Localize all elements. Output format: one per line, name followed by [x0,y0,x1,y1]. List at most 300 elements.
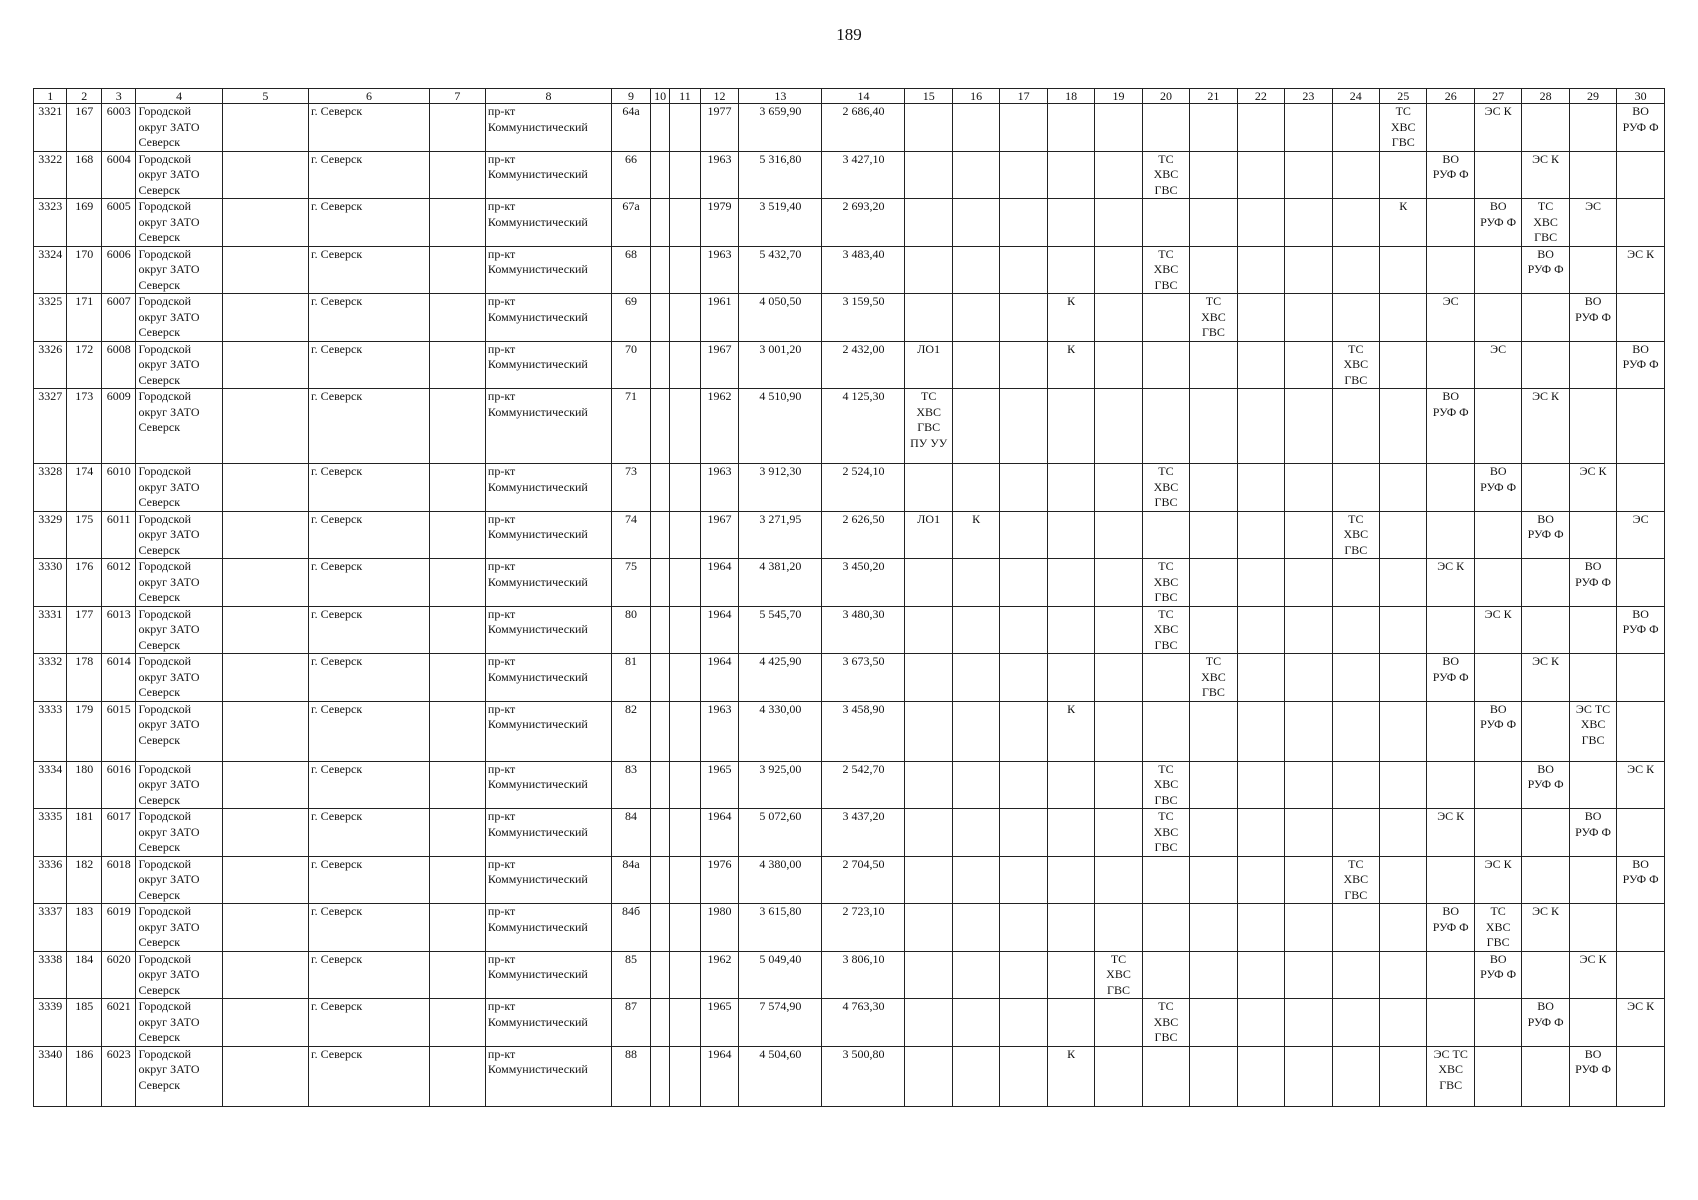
empty-cell [1474,809,1521,857]
empty-cell [1095,464,1142,512]
cell-col-28: ЭС К [1522,654,1569,702]
empty-cell [222,999,308,1047]
empty-cell [1047,559,1094,607]
cell-col-3: 6018 [101,856,136,904]
empty-cell [1332,951,1379,999]
cell-col-2: 174 [67,464,102,512]
empty-cell [1332,294,1379,342]
table-row [34,1046,1665,1106]
empty-cell [1237,104,1284,152]
cell-col-3: 6017 [101,809,136,857]
cell-col-9: 81 [612,654,651,702]
cell-col-6: г. Северск [309,951,430,999]
cell-col-12: 1964 [700,559,739,607]
empty-cell [905,559,952,607]
empty-cell [670,951,700,999]
table-row [34,606,1665,654]
cell-col-14: 3 427,10 [822,151,905,199]
cell-col-29: ЭС [1569,199,1616,247]
cell-col-6: г. Северск [309,151,430,199]
cell-col-30: ВО РУФ Ф [1617,856,1665,904]
empty-cell [1569,904,1616,952]
empty-cell [429,559,485,607]
empty-cell [1285,654,1332,702]
cell-col-2: 184 [67,951,102,999]
empty-cell [1569,246,1616,294]
empty-cell [905,761,952,809]
empty-cell [1332,464,1379,512]
empty-cell [1569,104,1616,152]
empty-cell [1000,151,1047,199]
empty-cell [1237,341,1284,389]
cell-col-4: Городской округ ЗАТО Северск [136,606,222,654]
cell-col-27: ВО РУФ Ф [1474,199,1521,247]
cell-col-24: ТС ХВС ГВС [1332,511,1379,559]
empty-cell [1285,809,1332,857]
empty-cell [1047,654,1094,702]
empty-cell [1427,199,1474,247]
cell-col-13: 7 574,90 [739,999,822,1047]
cell-col-14: 3 159,50 [822,294,905,342]
cell-col-12: 1963 [700,464,739,512]
cell-col-9: 84 [612,809,651,857]
cell-col-2: 170 [67,246,102,294]
cell-col-4: Городской округ ЗАТО Северск [136,246,222,294]
empty-cell [1047,104,1094,152]
cell-col-26: ВО РУФ Ф [1427,389,1474,464]
cell-col-4: Городской округ ЗАТО Северск [136,1046,222,1106]
empty-cell [1190,559,1237,607]
empty-cell [1142,701,1189,761]
column-header: 4 [136,89,222,104]
cell-col-9: 67а [612,199,651,247]
column-header: 29 [1569,89,1616,104]
cell-col-1: 3326 [34,341,67,389]
cell-col-3: 6021 [101,999,136,1047]
empty-cell [1285,151,1332,199]
empty-cell [1569,511,1616,559]
empty-cell [1474,511,1521,559]
empty-cell [1190,761,1237,809]
empty-cell [670,856,700,904]
table-row [34,246,1665,294]
cell-col-6: г. Северск [309,761,430,809]
cell-col-9: 71 [612,389,651,464]
cell-col-8: пр-кт Коммунистический [485,654,611,702]
table-row [34,761,1665,809]
empty-cell [1332,151,1379,199]
cell-col-2: 171 [67,294,102,342]
cell-col-26: ЭС ТС ХВС ГВС [1427,1046,1474,1106]
cell-col-3: 6014 [101,654,136,702]
cell-col-2: 179 [67,701,102,761]
cell-col-1: 3335 [34,809,67,857]
cell-col-27: ЭС К [1474,606,1521,654]
column-header: 30 [1617,89,1665,104]
cell-col-12: 1979 [700,199,739,247]
empty-cell [429,701,485,761]
table-row [34,199,1665,247]
cell-col-9: 82 [612,701,651,761]
cell-col-20: ТС ХВС ГВС [1142,809,1189,857]
empty-cell [1617,464,1665,512]
cell-col-20: ТС ХВС ГВС [1142,999,1189,1047]
empty-cell [1617,199,1665,247]
column-header: 17 [1000,89,1047,104]
cell-col-13: 4 330,00 [739,701,822,761]
cell-col-2: 173 [67,389,102,464]
cell-col-12: 1980 [700,904,739,952]
empty-cell [1285,341,1332,389]
empty-cell [1285,701,1332,761]
empty-cell [1142,389,1189,464]
cell-col-3: 6006 [101,246,136,294]
empty-cell [1332,809,1379,857]
empty-cell [1237,856,1284,904]
empty-cell [670,151,700,199]
empty-cell [1522,809,1569,857]
empty-cell [1000,246,1047,294]
empty-cell [1332,246,1379,294]
empty-cell [222,294,308,342]
empty-cell [1000,999,1047,1047]
column-header: 13 [739,89,822,104]
empty-cell [952,199,999,247]
empty-cell [650,464,669,512]
cell-col-14: 2 432,00 [822,341,905,389]
cell-col-4: Городской округ ЗАТО Северск [136,511,222,559]
empty-cell [1617,151,1665,199]
cell-col-14: 3 483,40 [822,246,905,294]
empty-cell [1142,856,1189,904]
empty-cell [905,999,952,1047]
empty-cell [650,904,669,952]
empty-cell [905,464,952,512]
empty-cell [222,199,308,247]
empty-cell [1285,389,1332,464]
cell-col-4: Городской округ ЗАТО Северск [136,951,222,999]
cell-col-3: 6010 [101,464,136,512]
empty-cell [1142,1046,1189,1106]
cell-col-13: 3 519,40 [739,199,822,247]
empty-cell [670,294,700,342]
empty-cell [650,951,669,999]
cell-col-8: пр-кт Коммунистический [485,294,611,342]
empty-cell [1617,294,1665,342]
cell-col-1: 3330 [34,559,67,607]
empty-cell [1380,389,1427,464]
empty-cell [429,294,485,342]
empty-cell [650,389,669,464]
cell-col-9: 70 [612,341,651,389]
cell-col-25: ТС ХВС ГВС [1380,104,1427,152]
cell-col-2: 172 [67,341,102,389]
cell-col-9: 88 [612,1046,651,1106]
empty-cell [670,809,700,857]
empty-cell [1190,104,1237,152]
empty-cell [670,761,700,809]
cell-col-6: г. Северск [309,246,430,294]
column-header: 11 [670,89,700,104]
empty-cell [1190,341,1237,389]
cell-col-1: 3324 [34,246,67,294]
cell-col-12: 1963 [700,246,739,294]
empty-cell [222,856,308,904]
empty-cell [650,606,669,654]
table-row [34,904,1665,952]
cell-col-4: Городской округ ЗАТО Северск [136,559,222,607]
cell-col-14: 3 673,50 [822,654,905,702]
empty-cell [1000,104,1047,152]
cell-col-13: 3 925,00 [739,761,822,809]
cell-col-13: 5 072,60 [739,809,822,857]
empty-cell [650,999,669,1047]
empty-cell [1142,511,1189,559]
empty-cell [1569,856,1616,904]
empty-cell [429,654,485,702]
empty-cell [1190,389,1237,464]
cell-col-14: 2 524,10 [822,464,905,512]
cell-col-4: Городской округ ЗАТО Северск [136,999,222,1047]
empty-cell [1000,606,1047,654]
empty-cell [1047,999,1094,1047]
cell-col-2: 168 [67,151,102,199]
empty-cell [1617,389,1665,464]
cell-col-9: 64а [612,104,651,152]
empty-cell [952,951,999,999]
empty-cell [222,904,308,952]
page-number: 189 [836,25,862,44]
column-header: 15 [905,89,952,104]
empty-cell [1095,511,1142,559]
cell-col-29: ВО РУФ Ф [1569,559,1616,607]
empty-cell [1237,606,1284,654]
cell-col-27: ВО РУФ Ф [1474,701,1521,761]
cell-col-26: ВО РУФ Ф [1427,151,1474,199]
cell-col-20: ТС ХВС ГВС [1142,559,1189,607]
cell-col-6: г. Северск [309,1046,430,1106]
empty-cell [1142,341,1189,389]
empty-cell [650,511,669,559]
cell-col-28: ТС ХВС ГВС [1522,199,1569,247]
cell-col-12: 1961 [700,294,739,342]
cell-col-30: ВО РУФ Ф [1617,606,1665,654]
empty-cell [1142,904,1189,952]
empty-cell [1474,654,1521,702]
empty-cell [222,951,308,999]
empty-cell [1332,104,1379,152]
empty-cell [1190,904,1237,952]
cell-col-1: 3325 [34,294,67,342]
empty-cell [650,856,669,904]
column-header: 21 [1190,89,1237,104]
empty-cell [429,151,485,199]
empty-cell [429,104,485,152]
empty-cell [1427,951,1474,999]
empty-cell [1047,464,1094,512]
empty-cell [1237,1046,1284,1106]
empty-cell [1522,341,1569,389]
empty-cell [1285,104,1332,152]
cell-col-6: г. Северск [309,199,430,247]
column-header: 8 [485,89,611,104]
cell-col-15: ТС ХВС ГВС ПУ УУ [905,389,952,464]
empty-cell [1237,294,1284,342]
cell-col-8: пр-кт Коммунистический [485,999,611,1047]
cell-col-6: г. Северск [309,856,430,904]
empty-cell [1142,104,1189,152]
empty-cell [1427,856,1474,904]
empty-cell [1522,559,1569,607]
cell-col-8: пр-кт Коммунистический [485,904,611,952]
empty-cell [650,654,669,702]
empty-cell [952,856,999,904]
cell-col-14: 3 458,90 [822,701,905,761]
empty-cell [905,904,952,952]
cell-col-3: 6008 [101,341,136,389]
buildings-register-table [33,88,1665,1107]
cell-col-18: К [1047,1046,1094,1106]
empty-cell [1332,761,1379,809]
empty-cell [1474,761,1521,809]
empty-cell [222,151,308,199]
empty-cell [1332,654,1379,702]
cell-col-9: 85 [612,951,651,999]
cell-col-6: г. Северск [309,701,430,761]
cell-col-14: 2 723,10 [822,904,905,952]
empty-cell [650,199,669,247]
column-header: 16 [952,89,999,104]
empty-cell [1237,701,1284,761]
empty-cell [222,809,308,857]
empty-cell [1237,199,1284,247]
empty-cell [429,951,485,999]
cell-col-3: 6020 [101,951,136,999]
cell-col-6: г. Северск [309,999,430,1047]
cell-col-1: 3332 [34,654,67,702]
cell-col-12: 1964 [700,654,739,702]
cell-col-8: пр-кт Коммунистический [485,1046,611,1106]
empty-cell [1522,951,1569,999]
empty-cell [1380,761,1427,809]
empty-cell [429,606,485,654]
table-row [34,341,1665,389]
empty-cell [1569,606,1616,654]
empty-cell [1000,294,1047,342]
empty-cell [1000,341,1047,389]
cell-col-4: Городской округ ЗАТО Северск [136,294,222,342]
cell-col-9: 75 [612,559,651,607]
cell-col-27: ВО РУФ Ф [1474,464,1521,512]
empty-cell [670,104,700,152]
cell-col-14: 3 500,80 [822,1046,905,1106]
column-header: 24 [1332,89,1379,104]
cell-col-3: 6004 [101,151,136,199]
empty-cell [1332,904,1379,952]
empty-cell [1522,606,1569,654]
empty-cell [1569,654,1616,702]
table-row [34,951,1665,999]
cell-col-9: 73 [612,464,651,512]
cell-col-1: 3340 [34,1046,67,1106]
empty-cell [952,999,999,1047]
empty-cell [670,199,700,247]
cell-col-30: ВО РУФ Ф [1617,341,1665,389]
empty-cell [1047,809,1094,857]
empty-cell [1047,389,1094,464]
empty-cell [1569,761,1616,809]
cell-col-2: 182 [67,856,102,904]
cell-col-4: Городской округ ЗАТО Северск [136,341,222,389]
empty-cell [1380,464,1427,512]
cell-col-2: 181 [67,809,102,857]
cell-col-9: 84а [612,856,651,904]
empty-cell [1380,341,1427,389]
empty-cell [952,246,999,294]
empty-cell [429,199,485,247]
empty-cell [1095,999,1142,1047]
empty-cell [670,654,700,702]
empty-cell [1332,701,1379,761]
empty-cell [650,1046,669,1106]
empty-cell [1380,951,1427,999]
cell-col-2: 167 [67,104,102,152]
column-header: 7 [429,89,485,104]
cell-col-12: 1967 [700,341,739,389]
empty-cell [1190,606,1237,654]
cell-col-13: 3 001,20 [739,341,822,389]
empty-cell [1047,151,1094,199]
cell-col-2: 183 [67,904,102,952]
empty-cell [429,856,485,904]
empty-cell [1569,151,1616,199]
cell-col-27: ЭС [1474,341,1521,389]
empty-cell [222,389,308,464]
empty-cell [1380,246,1427,294]
empty-cell [1095,654,1142,702]
empty-cell [1427,999,1474,1047]
cell-col-30: ЭС К [1617,999,1665,1047]
empty-cell [670,904,700,952]
cell-col-30: ЭС [1617,511,1665,559]
cell-col-12: 1967 [700,511,739,559]
empty-cell [1095,1046,1142,1106]
column-header: 3 [101,89,136,104]
cell-col-6: г. Северск [309,654,430,702]
empty-cell [650,341,669,389]
empty-cell [1474,151,1521,199]
cell-col-9: 66 [612,151,651,199]
cell-col-21: ТС ХВС ГВС [1190,294,1237,342]
cell-col-29: ЭС ТС ХВС ГВС [1569,701,1616,761]
cell-col-1: 3338 [34,951,67,999]
empty-cell [952,151,999,199]
cell-col-8: пр-кт Коммунистический [485,511,611,559]
empty-cell [1237,559,1284,607]
cell-col-4: Городской округ ЗАТО Северск [136,904,222,952]
empty-cell [1095,559,1142,607]
empty-cell [1237,464,1284,512]
empty-cell [222,654,308,702]
empty-cell [905,246,952,294]
empty-cell [650,294,669,342]
empty-cell [1332,559,1379,607]
empty-cell [222,246,308,294]
empty-cell [1095,104,1142,152]
cell-col-6: г. Северск [309,809,430,857]
empty-cell [1000,951,1047,999]
cell-col-29: ВО РУФ Ф [1569,294,1616,342]
